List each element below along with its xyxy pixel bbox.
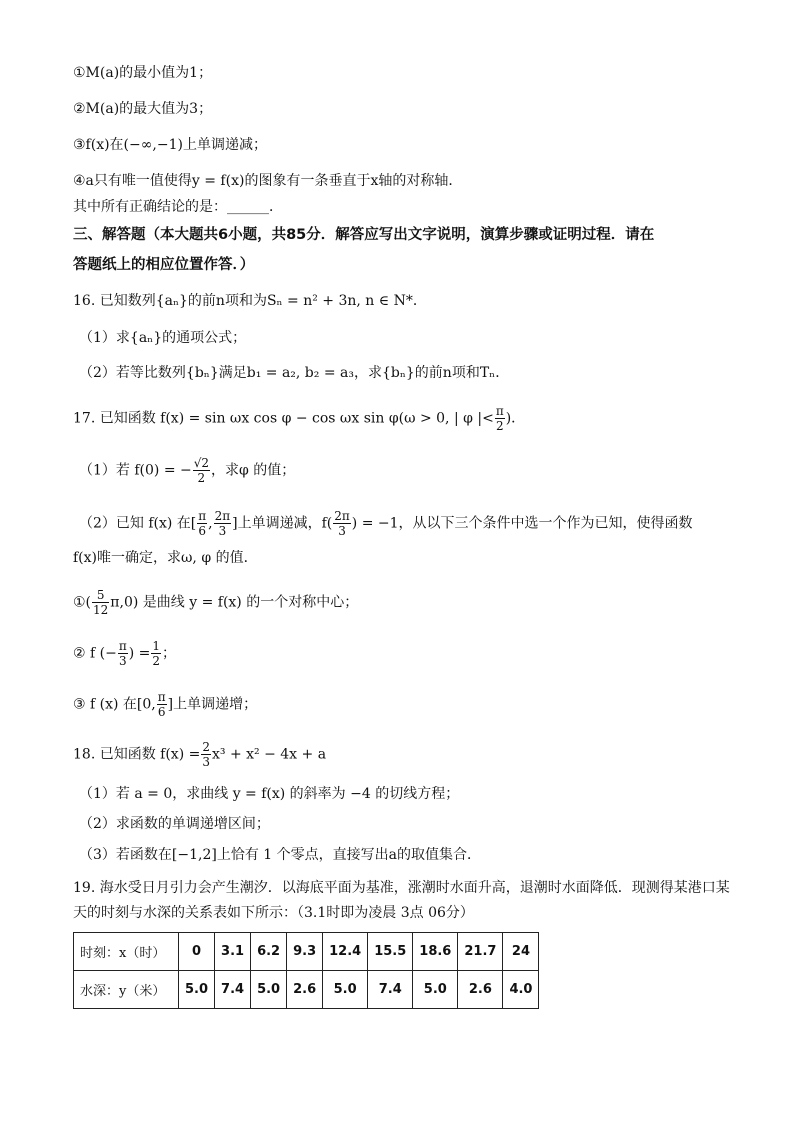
table-row-time bbox=[74, 933, 539, 971]
q19-stem-line2: 天的时刻与水深的关系表如下所示：（3.1时即为凌晨 3点 06分） bbox=[73, 905, 474, 921]
q18-part-2: （2）求函数的单调递增区间； bbox=[79, 816, 270, 832]
q17-part-2-line2: f(x)唯一确定，求ω, φ 的值． bbox=[73, 550, 258, 566]
q17-condition-1: ①( $\frac{5}{12}$ π,0) 是曲线 y = f(x) 的一个对称中心； bbox=[73, 588, 359, 617]
table-cell: 12.4 bbox=[323, 933, 368, 971]
table-cell: 0 bbox=[179, 933, 215, 971]
fraction-2pi-over-3: $\frac{2\pi}{3}$ bbox=[214, 509, 231, 538]
tide-table bbox=[73, 932, 539, 1009]
fraction-root2-over-2: $\frac{√2}{2}$ bbox=[193, 456, 210, 485]
q17-part-1: （1）若 f(0) = − $\frac{√2}{2}$ ，求φ 的值； bbox=[79, 456, 296, 485]
table-cell: 2.6 bbox=[458, 971, 503, 1009]
q15-item-3: ③f(x)在(−∞,−1)上单调递减； bbox=[73, 137, 267, 153]
q17-stem: 17. 已知函数 f(x) = sin ωx cos φ − cos ωx sin φ(ω > 0, | φ |< $\frac{\pi}{2}$ )． bbox=[73, 404, 526, 433]
fraction-2-over-3: $\frac{2}{3}$ bbox=[202, 740, 210, 769]
q15-item-4: ④a只有唯一值使得y = f(x)的图象有一条垂直于x轴的对称轴． bbox=[73, 173, 463, 189]
table-cell: 4.0 bbox=[503, 971, 539, 1009]
q19-stem-line1: 19. 海水受日月引力会产生潮汐．以海底平面为基准，涨潮时水面升高，退潮时水面降低．现测得某港口某 bbox=[73, 880, 730, 896]
table-header-time: 时刻：x（时） bbox=[74, 933, 179, 971]
fraction-half-pi: $\frac{\pi}{2}$ bbox=[495, 404, 504, 433]
q16-stem: 16. 已知数列{aₙ}的前n项和为Sₙ = n² + 3n, n ∈ N*． bbox=[73, 293, 427, 309]
q17-condition-2: ② f (− $\frac{\pi}{3}$ ) = $\frac{1}{2}$ ； bbox=[73, 639, 177, 668]
section-3-heading-line1: 三、解答题（本大题共6小题，共85分．解答应写出文字说明，演算步骤或证明过程．请在 bbox=[73, 227, 655, 243]
q15-item-1: ①M(a)的最小值为1； bbox=[73, 65, 213, 81]
table-cell: 21.7 bbox=[458, 933, 503, 971]
table-cell: 5.0 bbox=[251, 971, 287, 1009]
section-3-heading-line2: 答题纸上的相应位置作答．） bbox=[73, 257, 255, 273]
table-cell: 3.1 bbox=[215, 933, 251, 971]
table-cell: 6.2 bbox=[251, 933, 287, 971]
q18-part-1: （1）若 a = 0，求曲线 y = f(x) 的斜率为 −4 的切线方程； bbox=[79, 786, 460, 802]
table-cell: 24 bbox=[503, 933, 539, 971]
table-cell: 9.3 bbox=[287, 933, 323, 971]
q16-part-2: （2）若等比数列{bₙ}满足b₁ = a₂, b₂ = a₃，求{bₙ}的前n项和Tₙ． bbox=[79, 365, 510, 381]
table-cell: 5.0 bbox=[179, 971, 215, 1009]
fraction-5-over-12: $\frac{5}{12}$ bbox=[93, 588, 109, 617]
table-cell: 7.4 bbox=[368, 971, 413, 1009]
table-row-depth bbox=[74, 971, 539, 1009]
q15-item-2: ②M(a)的最大值为3； bbox=[73, 101, 213, 117]
q18-part-3: （3）若函数在[−1,2]上恰有 1 个零点，直接写出a的取值集合． bbox=[79, 847, 481, 863]
q18-stem: 18. 已知函数 f(x) = $\frac{2}{3}$ x³ + x² − 4x + a bbox=[73, 740, 327, 769]
table-header-depth: 水深：y（米） bbox=[74, 971, 179, 1009]
table-cell: 2.6 bbox=[287, 971, 323, 1009]
fraction-2pi-over-3-b: $\frac{2\pi}{3}$ bbox=[334, 509, 350, 538]
table-cell: 18.6 bbox=[413, 933, 458, 971]
q15-answer-prompt: 其中所有正确结论的是：______． bbox=[73, 199, 283, 215]
q17-condition-3: ③ f (x) 在[0, $\frac{\pi}{6}$ ]上单调递增； bbox=[73, 690, 258, 719]
fraction-pi-over-3: $\frac{\pi}{3}$ bbox=[118, 639, 127, 668]
fraction-1-over-2: $\frac{1}{2}$ bbox=[152, 639, 161, 668]
table-cell: 5.0 bbox=[323, 971, 368, 1009]
table-cell: 15.5 bbox=[368, 933, 413, 971]
fraction-pi-over-6: $\frac{\pi}{6}$ bbox=[198, 509, 207, 538]
fraction-pi-over-6-b: $\frac{\pi}{6}$ bbox=[157, 690, 166, 719]
q17-part-2: （2）已知 f(x) 在[ $\frac{\pi}{6}$ , $\frac{2\pi}{3}$ ]上单调递减，f( $\frac{2\pi}{3}$ ) = −1，从以下三个条件中选一个作为已知，使得函数 bbox=[79, 509, 693, 538]
q16-part-1: （1）求{aₙ}的通项公式； bbox=[79, 330, 247, 346]
table-cell: 7.4 bbox=[215, 971, 251, 1009]
table-cell: 5.0 bbox=[413, 971, 458, 1009]
